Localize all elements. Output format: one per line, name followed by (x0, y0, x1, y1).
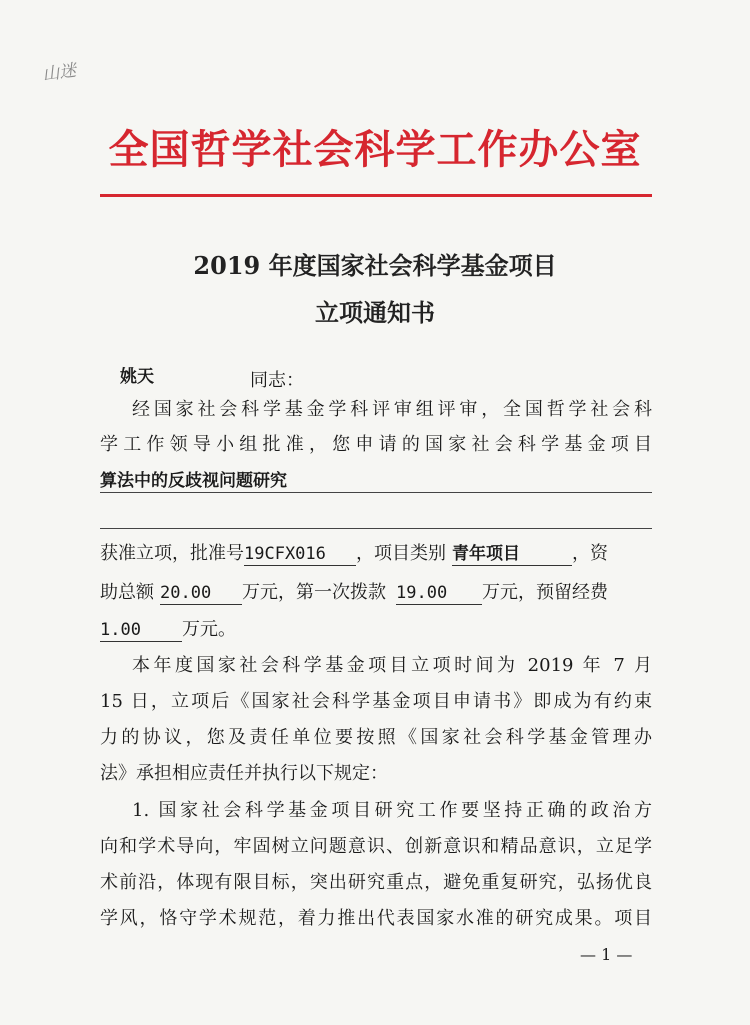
paragraph2-line3: 力的协议，您及责任单位要按照《国家社会科学基金管理办 (100, 727, 652, 748)
paragraph3-line4: 学风，恪守学术规范，着力推出代表国家水准的研究成果。项目 (100, 908, 652, 929)
reserve-amount-field (100, 619, 182, 642)
reserve-line (100, 618, 652, 642)
paragraph1-line2: 学工作领导小组批准，您申请的国家社会科学基金项目 (100, 434, 652, 455)
project-type: 青年项目 (452, 544, 520, 564)
paragraph3-line3: 术前沿，体现有限目标，突出研究重点，避免重复研究，弘扬优良 (100, 872, 652, 893)
issuing-office-title: 全国哲学社会科学工作办公室 (108, 126, 642, 173)
first-payment: 19.00 (396, 583, 448, 603)
total-amount: 20.00 (160, 583, 212, 603)
project-name: 算法中的反歧视问题研究 (100, 471, 287, 491)
approval-number-field (244, 543, 356, 566)
approval-prefix: 获准立项，批准号 (100, 543, 244, 564)
unit-end: 万元。 (182, 619, 236, 640)
salutation: 同志： (250, 370, 304, 391)
paragraph2-line4: 法》承担相应责任并执行以下规定： (100, 763, 388, 784)
unit-first: 万元，第一次拨款 (242, 582, 386, 603)
paragraph3-line2: 向和学术导向，牢固树立问题意识、创新意识和精品意识，立足学 (100, 836, 652, 857)
handwritten-note: 山迷 (41, 60, 78, 86)
paragraph3-line1: 1. 国家社会科学基金项目研究工作要坚持正确的政治方 (132, 800, 652, 821)
paragraph2-line1: 本年度国家社会科学基金项目立项时间为 2019 年 7 月 (132, 655, 652, 676)
total-amount-field (160, 582, 242, 605)
paragraph1-line1: 经国家社会科学基金学科评审组评审，全国哲学社会科 (132, 399, 652, 420)
funding-label: 助总额 (100, 582, 154, 603)
project-type-label: ，项目类别 (356, 543, 446, 564)
document-title-line1: 2019 年度国家社会科学基金项目 (193, 251, 557, 280)
page-number: — 1 — (580, 945, 633, 964)
funding-line (100, 581, 652, 605)
approval-line (100, 542, 652, 566)
recipient-name: 姚天 (120, 367, 154, 387)
reserve-amount: 1.00 (100, 620, 141, 640)
funding-prefix-tail: ，资 (572, 543, 608, 564)
project-name-underline-2 (100, 528, 652, 529)
project-type-field (452, 543, 572, 566)
project-name-underline (100, 492, 652, 493)
red-header-rule (100, 194, 652, 197)
unit-reserve: 万元，预留经费 (482, 582, 608, 603)
document-title-line2: 立项通知书 (315, 298, 435, 327)
paragraph2-line2: 15 日，立项后《国家社会科学基金项目申请书》即成为有约束 (100, 691, 652, 712)
first-payment-field (396, 582, 482, 605)
approval-number: 19CFX016 (244, 544, 326, 564)
